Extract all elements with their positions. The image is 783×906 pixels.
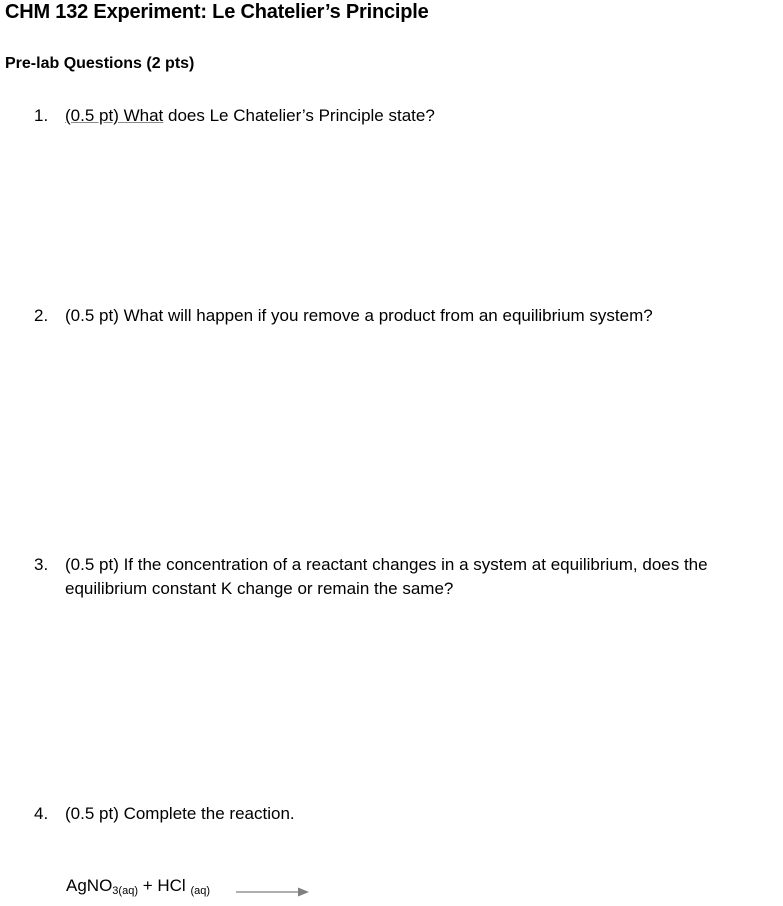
- question-text: (0.5 pt) What will happen if you remove a product from an equilibrium system?: [65, 306, 653, 325]
- question-2: [34, 304, 653, 328]
- page-title: CHM 132 Experiment: Le Chatelier’s Principle: [5, 1, 429, 23]
- question-text-line2: equilibrium constant K change or remain the same?: [65, 579, 454, 598]
- subscript-3: 3: [112, 885, 119, 897]
- question-text-line1: (0.5 pt) If the concentration of a reactant changes in a system at equilibrium, does the: [65, 555, 708, 574]
- question-text: (0.5 pt) Complete the reaction.: [65, 804, 295, 823]
- chemical-equation: [66, 876, 210, 897]
- question-number: 2.: [34, 306, 49, 325]
- state-label: (aq): [118, 885, 138, 897]
- right-arrow-icon: [236, 886, 310, 898]
- question-number: 3.: [34, 555, 49, 574]
- reactant-agno3: AgNO: [66, 876, 113, 895]
- question-4: [34, 802, 295, 826]
- question-number: 1.: [34, 106, 49, 125]
- section-heading: Pre-lab Questions (2 pts): [5, 55, 195, 72]
- state-label: (aq): [190, 885, 210, 897]
- question-number: 4.: [34, 804, 49, 823]
- question-3: [34, 553, 708, 601]
- question-1: [34, 104, 435, 128]
- plus-sign: +: [137, 876, 158, 895]
- question-points-underlined: (0.5 pt) What: [65, 106, 164, 125]
- question-text: does Le Chatelier’s Principle state?: [163, 106, 435, 125]
- reactant-hcl: HCl: [157, 876, 186, 895]
